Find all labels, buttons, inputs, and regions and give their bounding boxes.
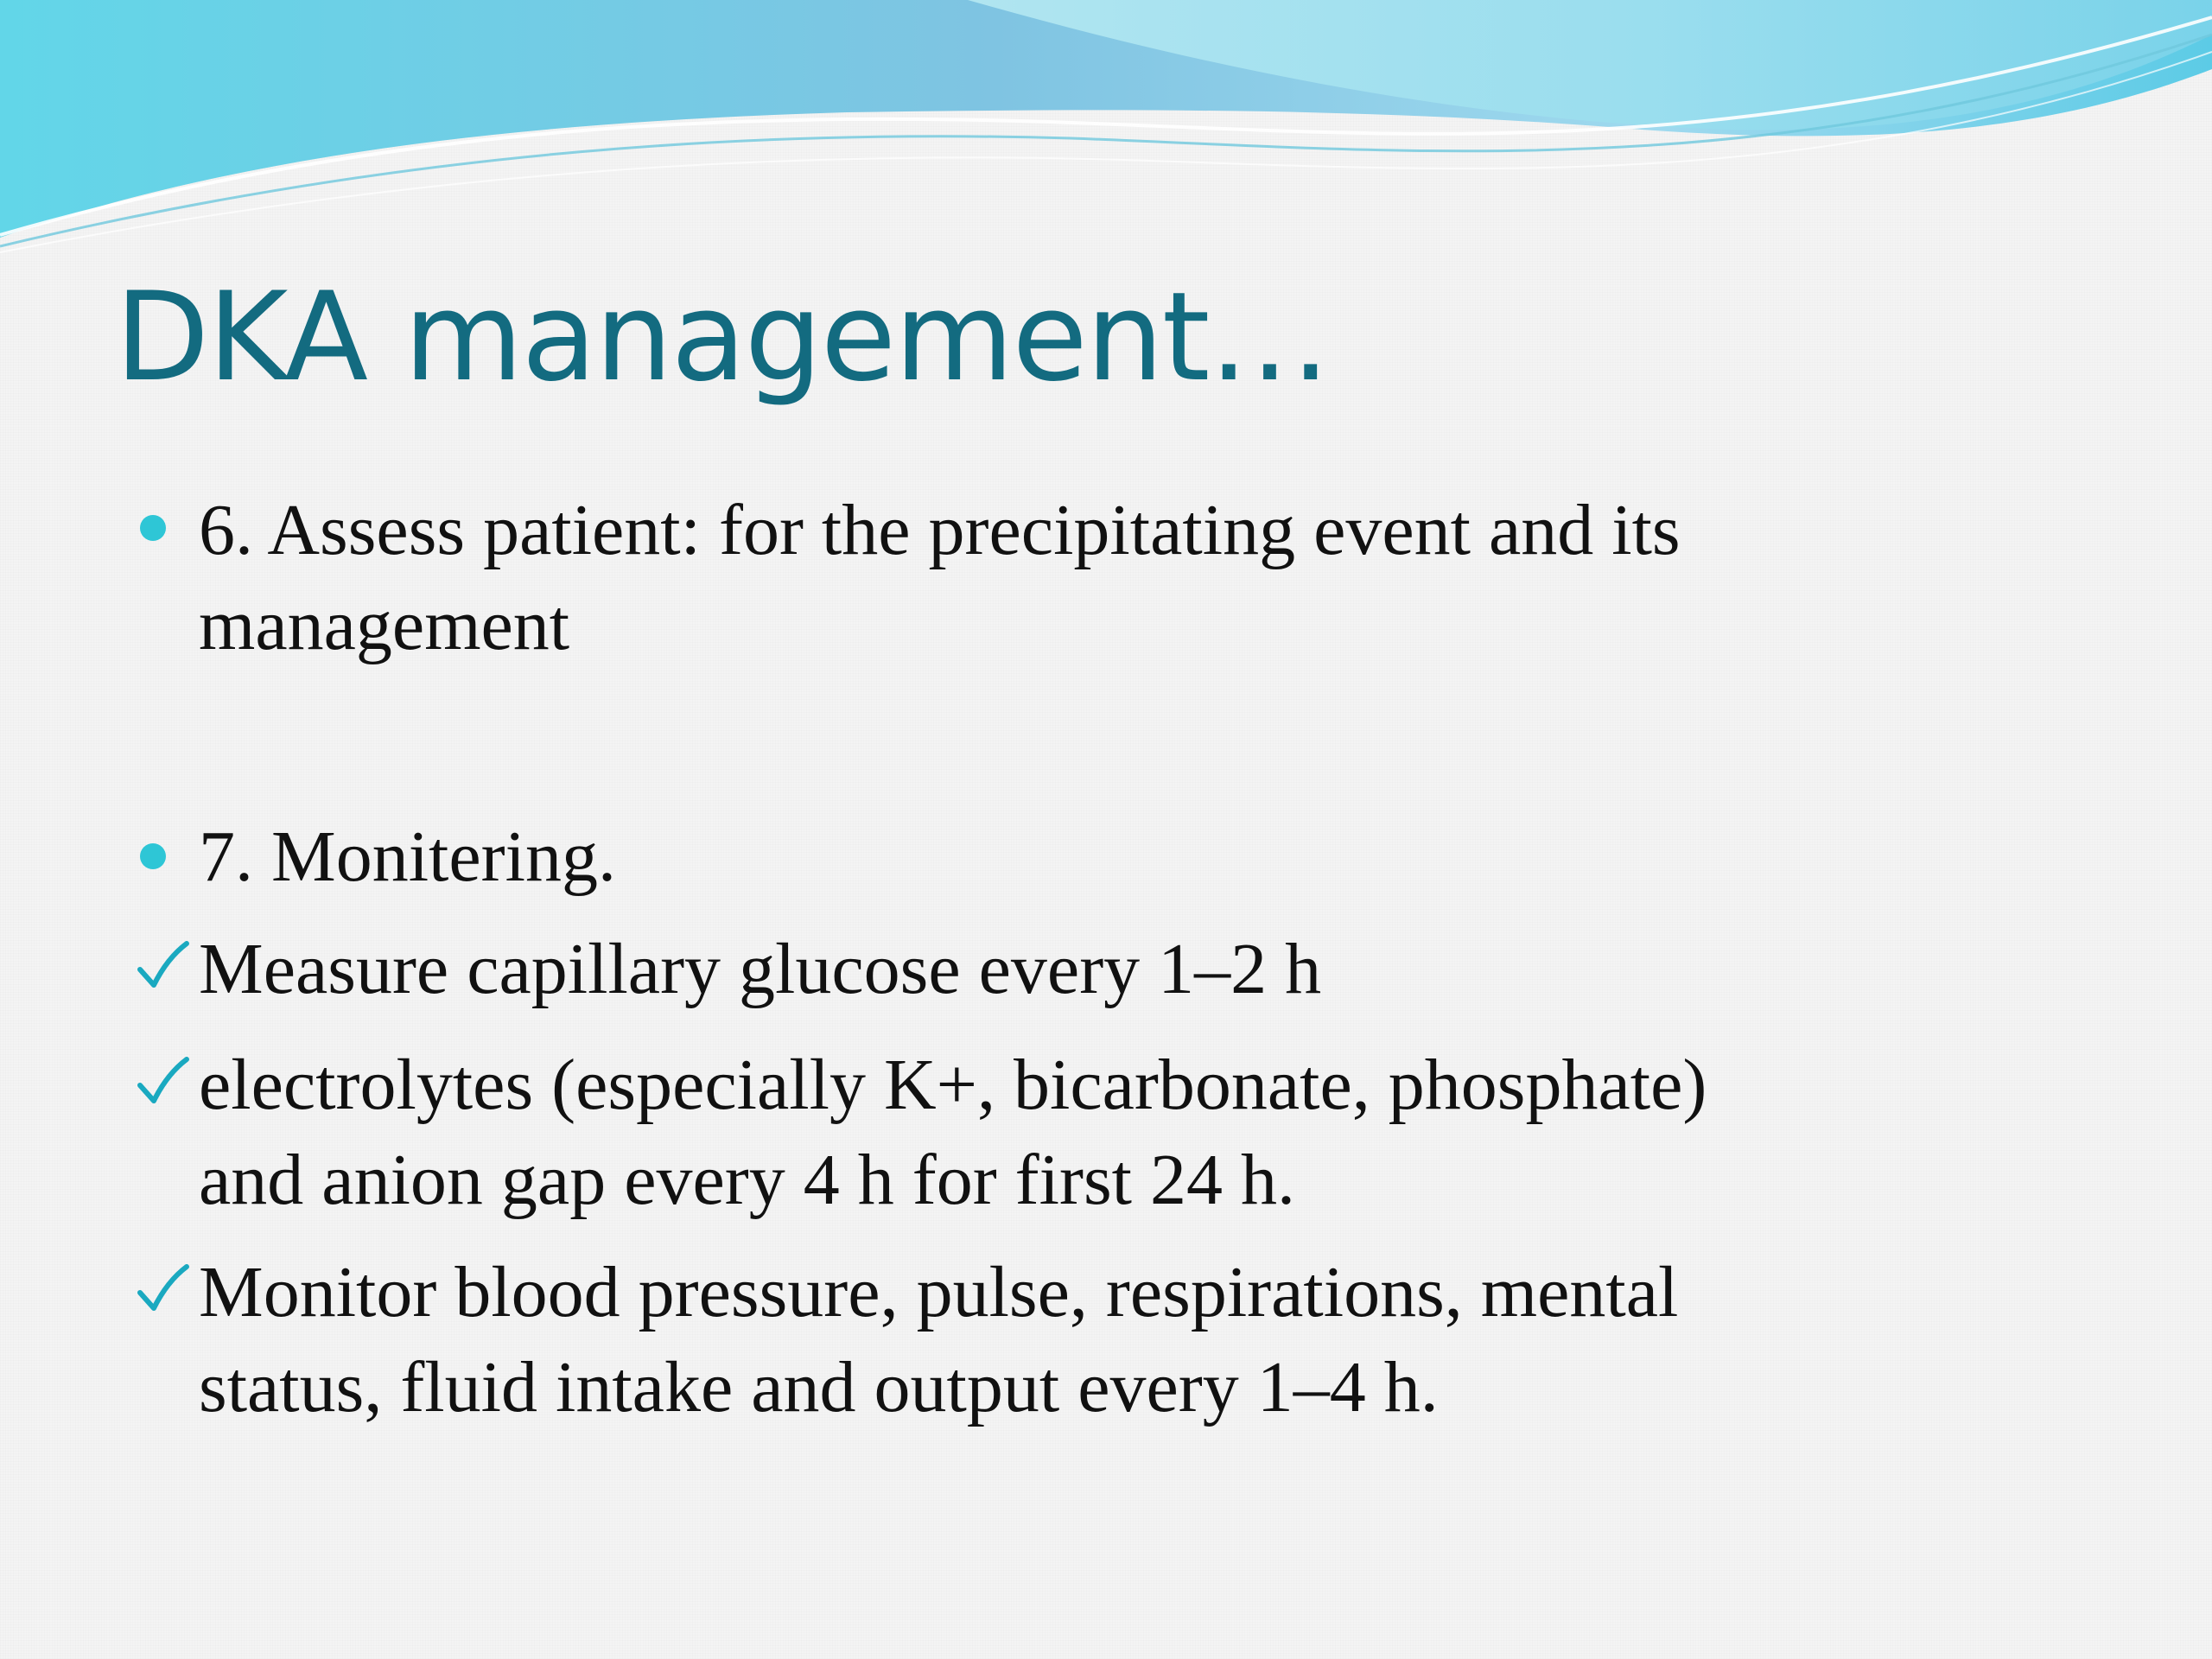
checkmark-icon bbox=[135, 1056, 190, 1111]
bullet-3-line-1: Measure capillary glucose every 1–2 h bbox=[199, 929, 1322, 1009]
bullet-dot-icon bbox=[140, 843, 166, 869]
bullet-1-line-2: management bbox=[199, 585, 570, 665]
bullet-5-line-1: Monitor blood pressure, pulse, respirations, mental bbox=[199, 1252, 1679, 1332]
bullet-dot-icon bbox=[140, 515, 166, 541]
bullet-2-line-1: 7. Monitering. bbox=[199, 817, 616, 897]
bullet-5-line-2: status, fluid intake and output every 1–4 h. bbox=[199, 1347, 1439, 1427]
checkmark-icon bbox=[135, 1263, 190, 1319]
checkmark-icon bbox=[135, 940, 190, 995]
bullet-4-line-1: electrolytes (especially K+, bicarbonate, phosphate) bbox=[199, 1045, 1707, 1125]
bullet-1-line-1: 6. Assess patient: for the precipitating event and its bbox=[199, 490, 1681, 570]
slide-title: DKA management… bbox=[115, 266, 1330, 409]
bullet-4-line-2: and anion gap every 4 h for first 24 h. bbox=[199, 1140, 1295, 1220]
